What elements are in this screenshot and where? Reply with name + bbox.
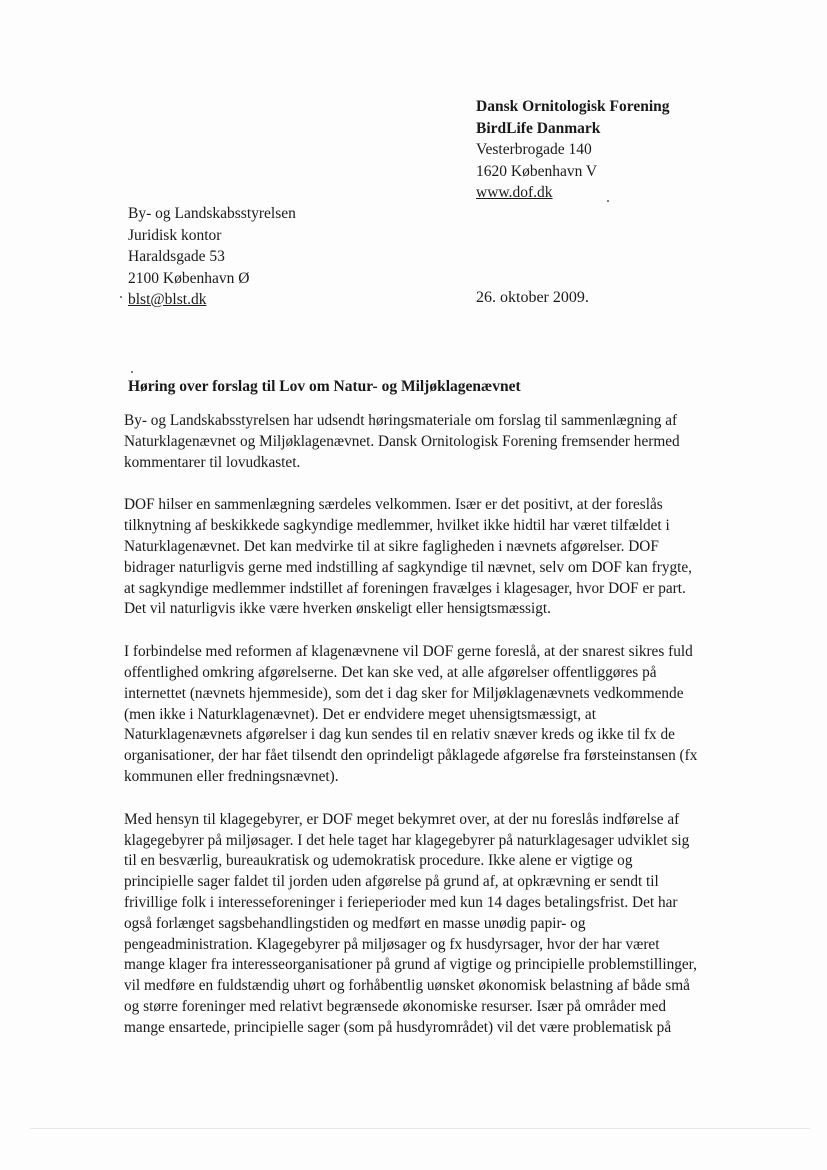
body-text-line: at sagkyndige medlemmer indstillet af foreningen fravælges i klagesager, hvor DOF er part. bbox=[124, 579, 686, 597]
body-text-line: Med hensyn til klagegebyrer, er DOF meget bekymret over, at der nu foreslås indførelse af bbox=[124, 810, 680, 828]
body-text-line: også forlænget sagsbehandlingstiden og medført en masse unødig papir- og bbox=[124, 914, 586, 932]
scan-speck bbox=[131, 371, 133, 373]
body-text-line: pengeadministration. Klagegebyrer på miljøsager og fx husdyrsager, hvor der har været bbox=[124, 935, 660, 953]
body-text-line: og større foreninger med relativt begrænsede økonomiske resurser. Især på områder med bbox=[124, 997, 667, 1015]
sender-web-link[interactable]: www.dof.dk bbox=[476, 184, 553, 201]
body-text-line: til en besværlig, bureaukratisk og udemokratisk procedure. Ikke alene er vigtige og bbox=[124, 852, 633, 870]
body-paragraph bbox=[124, 411, 708, 473]
body-text-line: mange ensartede, principielle sager (som på husdyrområdet) vil det være problematisk på bbox=[124, 1018, 672, 1036]
body-text-line: organisationer, der har fået tilsendt den oprindeligt påklagede afgørelse fra førsteinstansen (fx bbox=[124, 747, 698, 765]
recipient-address bbox=[128, 203, 296, 311]
recipient-street: Haraldsgade 53 bbox=[128, 248, 225, 265]
body-text-line: (men ikke i Naturklagenævnet). Det er endvidere meget uhensigtsmæssigt, at bbox=[124, 705, 596, 723]
body-text-line: Det vil naturligvis ikke være hverken ønskeligt eller hensigtsmæssigt. bbox=[124, 600, 551, 618]
scan-edge-line bbox=[30, 1128, 810, 1129]
recipient-dept: Juridisk kontor bbox=[128, 226, 222, 244]
scan-speck bbox=[607, 200, 609, 202]
body-paragraph bbox=[124, 810, 708, 1039]
body-text-line: vil medføre en fuldstændig uhørt og forhåbentlig uønsket økonomisk belastning af både små bbox=[124, 977, 690, 995]
scan-speck bbox=[120, 296, 122, 298]
body-text-line: By- og Landskabsstyrelsen har udsendt høringsmateriale om forslag til sammenlægning af bbox=[124, 412, 678, 429]
body-text-line: Naturklagenævnets afgørelser i dag kun sendes til en relativ snæver kreds og ikke til fx de bbox=[124, 726, 675, 744]
body-text-line: klagegebyrer på miljøsager. I det hele taget har klagegebyrer på naturklagesager udviklet sig bbox=[124, 831, 690, 849]
sender-street: Vesterbrogade 140 bbox=[476, 141, 592, 158]
body-paragraph bbox=[124, 495, 708, 620]
body-paragraph bbox=[124, 642, 708, 788]
body-text-line: I forbindelse med reformen af klagenævnene vil DOF gerne foreslå, at der snarest sikres fuld bbox=[124, 643, 693, 661]
body-text-line: mange klager fra interesseorganisationer på grund af vigtige og principielle problemstillinger, bbox=[124, 956, 697, 974]
letter-body bbox=[124, 411, 708, 1061]
recipient-email-link[interactable]: blst@blst.dk bbox=[128, 291, 207, 308]
body-text-line: bidrager naturligvis gerne med indstilling af sagkyndige til nævnet, selv om DOF kan frygte, bbox=[124, 558, 693, 576]
recipient-name: By- og Landskabsstyrelsen bbox=[128, 205, 296, 222]
sender-org: BirdLife Danmark bbox=[476, 119, 601, 137]
body-text-line: tilknytning af beskikkede sagkyndige medlemmer, hvilket ikke hidtil har været tilfældet i bbox=[124, 517, 670, 535]
body-text-line: kommunen eller fredningsnævnet). bbox=[124, 767, 339, 785]
body-text-line: frivillige folk i interesseforeninger i ferieperioder med kun 14 dages betalingsfrist. Det har bbox=[124, 893, 678, 911]
body-text-line: kommentarer til lovudkastet. bbox=[124, 453, 301, 471]
letter-date: 26. oktober 2009. bbox=[476, 289, 589, 306]
letter-subject: Høring over forslag til Lov om Natur- og Miljøklagenævnet bbox=[128, 378, 521, 395]
recipient-city: 2100 København Ø bbox=[128, 269, 250, 287]
body-text-line: internettet (nævnets hjemmeside), som det i dag sker for Miljøklagenævnets vedkommende bbox=[124, 684, 684, 702]
body-text-line: Naturklagenævnet. Det kan medvirke til at sikre fagligheden i nævnets afgørelser. DOF bbox=[124, 537, 659, 555]
body-text-line: Naturklagenævnet og Miljøklagenævnet. Dansk Ornitologisk Forening fremsender hermed bbox=[124, 432, 680, 450]
sender-address bbox=[476, 96, 670, 204]
sender-name: Dansk Ornitologisk Forening bbox=[476, 98, 670, 115]
body-text-line: DOF hilser en sammenlægning særdeles velkommen. Især er det positivt, at der foreslås bbox=[124, 496, 663, 514]
body-text-line: principielle sager faldet til jorden uden afgørelse på grund af, at opkrævning er sendt til bbox=[124, 873, 659, 891]
body-text-line: offentlighed omkring afgørelserne. Det kan ske ved, at alle afgørelser offentliggøres på bbox=[124, 663, 657, 681]
sender-city: 1620 København V bbox=[476, 162, 598, 180]
